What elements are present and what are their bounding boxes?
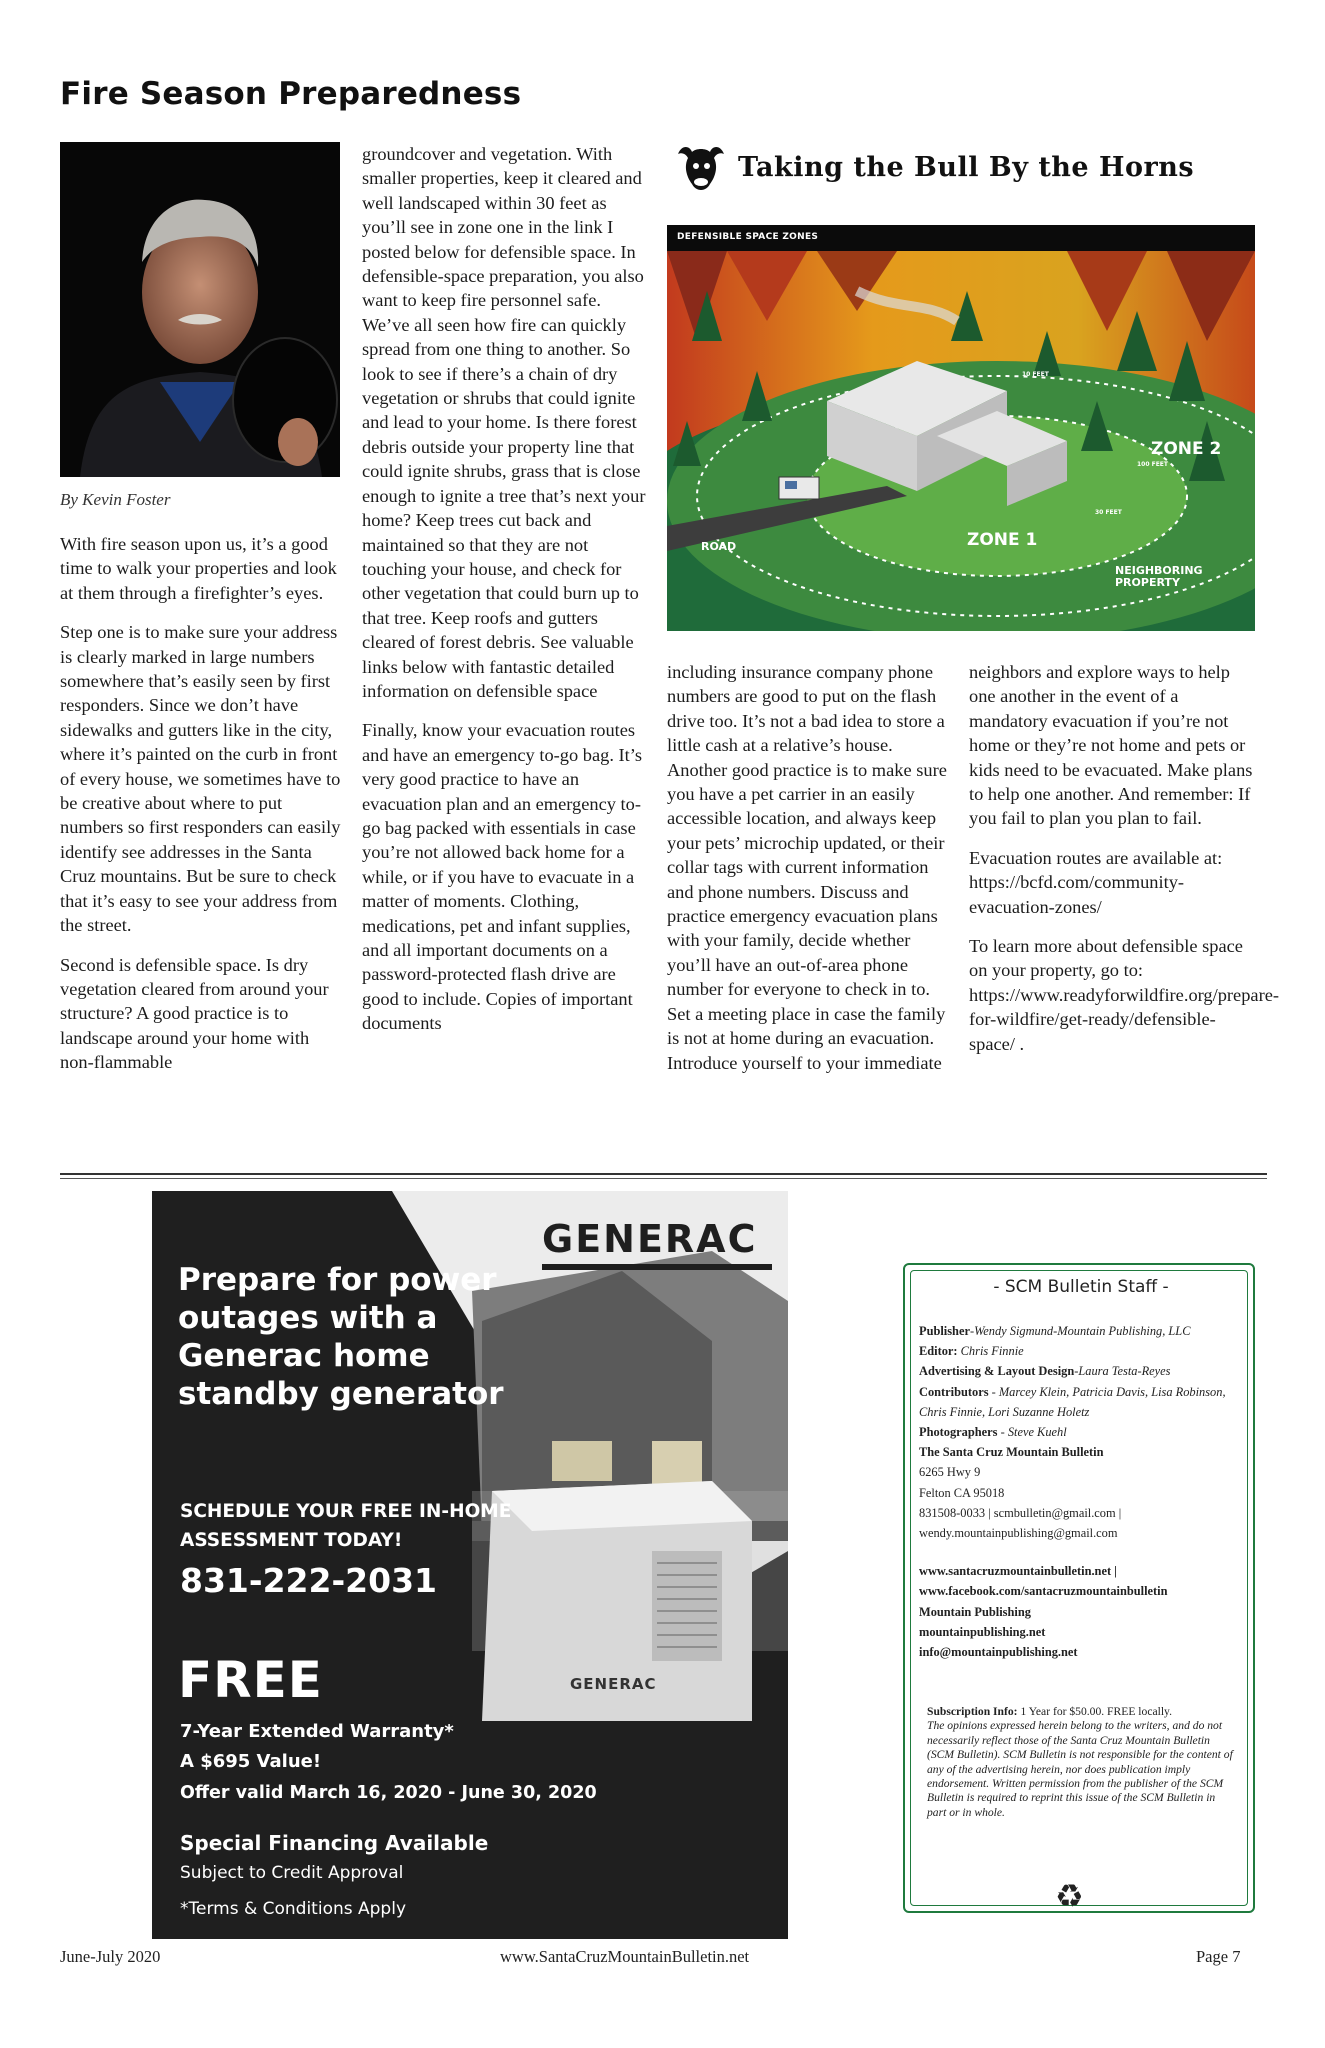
web-link[interactable]: info@mountainpublishing.net	[919, 1645, 1078, 1660]
defensible-space-diagram	[667, 225, 1255, 631]
paragraph: including insurance company phone numbers are good to put on the flash drive too. It’s not a bad idea to store a little cash at a relative’s house. Another good practice is to make sure you have a pet carrier in an easily accessible location, and always keep your pets’ microchip updated, or their collar tags with current information and phone numbers. Discuss and practice emergency evacuation plans with your family, decide whether you’ll have an out-of-area phone number for everyone to check in to. Set a meeting place in case the family is not at home during an evacuation. Introduce yourself to your immediate	[667, 662, 947, 1073]
offer-dates: Offer valid March 16, 2020 - June 30, 2020	[180, 1783, 597, 1803]
design-label: Advertising & Layout Design	[919, 1364, 1075, 1379]
web-link[interactable]: mountainpublishing.net	[919, 1624, 1046, 1639]
article-column-4	[969, 660, 1279, 1071]
publisher-name: -Wendy Sigmund-Mountain Publishing, LLC	[969, 1324, 1191, 1338]
paragraph: Step one is to make sure your address is clearly marked in large numbers somewhere that’s easily seen by first responders. Since we don’t have sidewalks and gutters like in the city, where it’s painted on the curb in front of every house, we sometimes have to be creative about where to put numbers so first responders can easily identify see addresses in the Santa Cruz mountains. But be sure to check that it’s easy to see your address from the street.	[60, 622, 341, 936]
contact-line: wendy.mountainpublishing@gmail.com	[919, 1526, 1118, 1541]
distance-100-label: 100 FEET	[1137, 461, 1169, 468]
footer-page-number: Page 7	[1196, 1947, 1241, 1966]
photographers-label: Photographers	[919, 1425, 998, 1440]
feature-title: Taking the Bull By the Horns	[738, 152, 1195, 183]
byline: By Kevin Foster	[60, 490, 171, 509]
article-column-1	[60, 532, 345, 1090]
web-link: Mountain Publishing	[919, 1604, 1031, 1619]
contributors-label: Contributors	[919, 1384, 989, 1399]
generac-logo: GENERAC	[542, 1217, 758, 1261]
zone-2-label: ZONE 2	[1151, 439, 1222, 459]
web-link[interactable]: www.santacruzmountainbulletin.net |	[919, 1564, 1117, 1579]
bull-icon	[676, 140, 726, 196]
paragraph: Second is defensible space. Is dry vegetation cleared from around your structure? A good practice is to landscape around your home with non-flammable	[60, 954, 329, 1073]
credit-text: Subject to Credit Approval	[180, 1863, 404, 1883]
section-divider	[60, 1178, 1267, 1179]
design-name: -Laura Testa-Reyes	[1074, 1364, 1171, 1379]
author-photo	[60, 142, 340, 477]
zone-1-label: ZONE 1	[967, 530, 1038, 550]
org-name: The Santa Cruz Mountain Bulletin	[919, 1445, 1104, 1460]
contributors-names: - Marcey Klein, Patricia Davis, Lisa Robinson, Chris Finnie, Lori Suzanne Holetz	[919, 1384, 1226, 1419]
article-column-3	[667, 660, 952, 1090]
road-label: ROAD	[701, 540, 737, 553]
staff-list	[919, 1321, 1241, 1662]
schedule-text: SCHEDULE YOUR FREE IN-HOME ASSESSMENT TODAY!	[180, 1501, 512, 1551]
terms-text: *Terms & Conditions Apply	[180, 1899, 407, 1919]
ad-headline: Prepare for power outages with a Generac home standby generator	[178, 1262, 504, 1412]
paragraph: Evacuation routes are available at: https://bcfd.com/community-evacuation-zones/	[969, 847, 1223, 917]
free-label: FREE	[178, 1651, 323, 1709]
paragraph: To learn more about defensible space on your property, go to: https://www.readyforwildfire.org/prepare-for-wildfire/get-ready/defensible-space/ .	[969, 936, 1279, 1054]
diagram-header: DEFENSIBLE SPACE ZONES	[677, 232, 819, 242]
recycle-icon: ♻	[1055, 1877, 1084, 1915]
photographers-names: - Steve Kuehl	[1000, 1425, 1067, 1440]
subscription-text: 1 Year for $50.00. FREE locally.	[1020, 1705, 1172, 1718]
staff-box	[903, 1263, 1255, 1913]
financing-text: Special Financing Available	[180, 1831, 489, 1855]
web-link[interactable]: www.facebook.com/santacruzmountainbulletin	[919, 1584, 1168, 1599]
paragraph: neighbors and explore ways to help one another in the event of a mandatory evacuation if you’re not home or they’re not home and pets or kids need to be evacuated. Make plans to help one another. And remember: If you fail to plan you plan to fail.	[969, 662, 1253, 829]
distance-10-label: 10 FEET	[1022, 371, 1049, 378]
editor-label: Editor:	[919, 1344, 958, 1359]
article-title: Fire Season Preparedness	[60, 76, 522, 112]
subscription-info	[927, 1705, 1237, 1820]
article-column-2	[362, 142, 650, 1051]
footer-date: June-July 2020	[60, 1947, 161, 1966]
footer-website[interactable]: www.SantaCruzMountainBulletin.net	[500, 1947, 750, 1966]
disclaimer-text: The opinions expressed herein belong to the writers, and do not necessarily reflect those of the Santa Cruz Mountain Bulletin (SCM Bulletin). SCM Bulletin is not responsible for the content of any of the advertising herein, nor does publication imply endorsement. Written permission from the publisher of the SCM Bulletin is required to reprint this issue of the SCM Bulletin in part or in whole.	[927, 1719, 1233, 1819]
paragraph: groundcover and vegetation. With smaller properties, keep it cleared and well landscaped within 30 feet as you’ll see in zone one in the link I posted below for defensible space. In defensible-space preparation, you also want to keep fire personnel safe. We’ve all seen how fire can quickly spread from one thing to another. So look to see if there’s a chain of dry vegetation or shrubs that could ignite and lead to your home. Is there forest debris outside your property line that could ignite shrubs, grass that is close enough to ignite a tree that’s next your home? Keep trees cut back and maintained so that they are not touching your house, and check for other vegetation that could burn up to that tree. Keep roofs and gutters cleared of forest debris. See valuable links below with fantastic detailed information on defensible space	[362, 144, 646, 701]
address-line: Felton CA 95018	[919, 1485, 1005, 1500]
paragraph: With fire season upon us, it’s a good time to walk your properties and look at them through a firefighter’s eyes.	[60, 534, 337, 603]
subscription-label: Subscription Info:	[927, 1705, 1018, 1718]
feature-heading	[676, 140, 1276, 206]
neighboring-property-label: NEIGHBORING PROPERTY	[1115, 564, 1203, 589]
warranty-text: 7-Year Extended Warranty* A $695 Value!	[180, 1721, 454, 1772]
generac-advertisement	[152, 1191, 788, 1939]
contact-line: 831508-0033 | scmbulletin@gmail.com |	[919, 1505, 1122, 1520]
address-line: 6265 Hwy 9	[919, 1465, 981, 1480]
distance-30-label: 30 FEET	[1095, 509, 1122, 516]
ad-phone[interactable]: 831-222-2031	[180, 1561, 438, 1600]
logo-underline	[542, 1264, 772, 1270]
editor-name: Chris Finnie	[960, 1344, 1024, 1359]
section-divider	[60, 1173, 1267, 1175]
unit-brand-label: GENERAC	[570, 1675, 657, 1693]
paragraph: Finally, know your evacuation routes and have an emergency to-go bag. It’s very good practice to have an evacuation plan and an emergency to-go bag packed with essentials in case you’re not allowed back home for a while, or if you have to evacuate in a matter of moments. Clothing, medications, pet and infant supplies, and all important documents on a password-protected flash drive are good to include. Copies of important documents	[362, 720, 643, 1034]
staff-title: - SCM Bulletin Staff -	[993, 1277, 1169, 1297]
publisher-label: Publisher	[919, 1324, 970, 1338]
